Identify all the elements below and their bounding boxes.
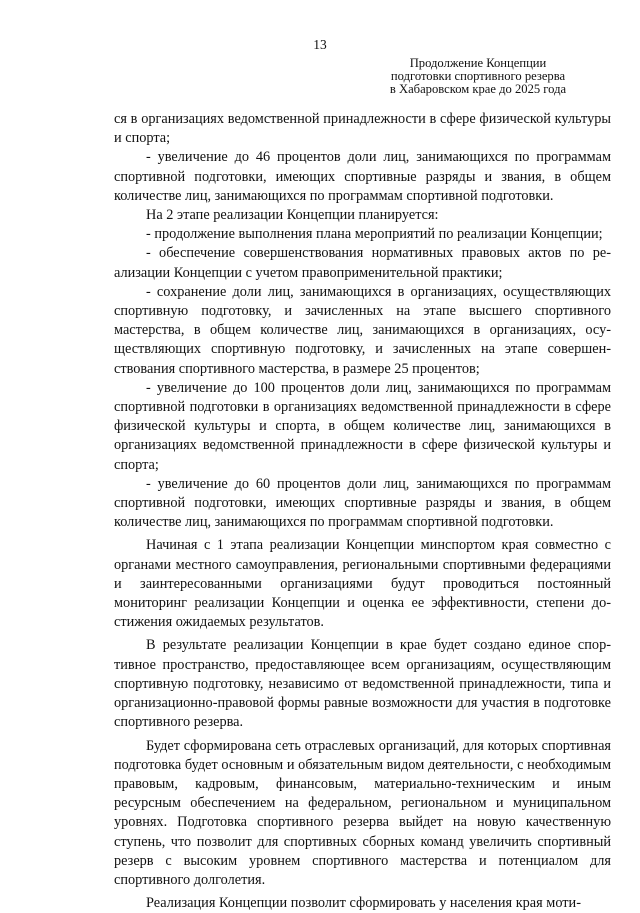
paragraph: ся в организациях ведомственной принадлежности в сфере физической культуры и спорта;: [114, 111, 611, 147]
header-line: Продолжение Концепции: [409, 56, 547, 70]
body-text: [114, 110, 611, 913]
paragraph: В результате реализации Концепции в крае будет создано единое спортивное пространство, предоставляющее всем организациям, осуществляющим спортивную подготовку, независимо от ведомственной принадлежности, типа и организационно-правовой формы равные возможности для участия в подготовке спортивного резерва.: [114, 637, 611, 731]
list-item: - увеличение до 46 процентов доли лиц, занимающихся по программам спортивной подготовки, имеющих спортивные разряды и звания, в общем количестве лиц, занимающихся по программам спортивной подготовки.: [114, 149, 611, 204]
paragraph: На 2 этапе реализации Концепции планируется:: [146, 207, 439, 224]
page-number: 13: [313, 37, 327, 52]
header-line: подготовки спортивного резерва: [390, 69, 566, 83]
list-item: - обеспечение совершенствования нормативных правовых актов по реализации Концепции с учетом правоприменительной практики;: [114, 245, 611, 281]
list-item: - увеличение до 100 процентов доли лиц, занимающихся по программам спортивной подготовки в организациях ведомственной принадлежности в сфере физической культуры и спорта, в общем количестве лиц, занимающихся в организациях ведомственной принадлежности в сфере физической культуры и спорта;: [114, 379, 611, 473]
header-line: в Хабаровском крае до 2025 года: [389, 82, 567, 96]
running-header: [358, 57, 598, 96]
paragraph: Реализация Концепции позволит сформировать у населения края моти-: [146, 895, 581, 912]
list-item: - продолжение выполнения плана мероприятий по реализации Концепции;: [146, 226, 603, 243]
paragraph: Будет сформирована сеть отраслевых организаций, для которых спортивная подготовка будет основным и обязательным видом деятельности, с необходимым правовым, кадровым, финансовым, материально-техническим и иным ресурсным обеспечением на федеральном, региональном и муниципальном уровнях. Подготовка спортивного резерва выйдет на новую качественную ступень, что позволит для спортивных сборных команд увеличить спортивный резерв с высоким уровнем спортивного мастерства и потенциалом для спортивного долголетия.: [114, 737, 611, 888]
list-item: - сохранение доли лиц, занимающихся в организациях, осуществляющих спортивную подготовку, и зачисленных на этапе высшего спортивного мастерства, в общем количестве лиц, занимающихся в организациях, осуществляющих спортивную подготовку, и зачисленных на этапе совершенствования спортивного мастерства, в размере 25 процентов;: [114, 283, 611, 377]
paragraph: Начиная с 1 этапа реализации Концепции минспортом края совместно с органами местного самоуправления, региональными спортивными федерациями и заинтересованными организациями будут проводиться постоянный мониторинг реализации Концепции и оценка ее эффективности, степени достижения ожидаемых результатов.: [114, 537, 611, 631]
list-item: - увеличение до 60 процентов доли лиц, занимающихся по программам спортивной подготовки, имеющих спортивные разряды и звания, в общем количестве лиц, занимающихся по программам спортивной подготовки.: [114, 475, 611, 531]
